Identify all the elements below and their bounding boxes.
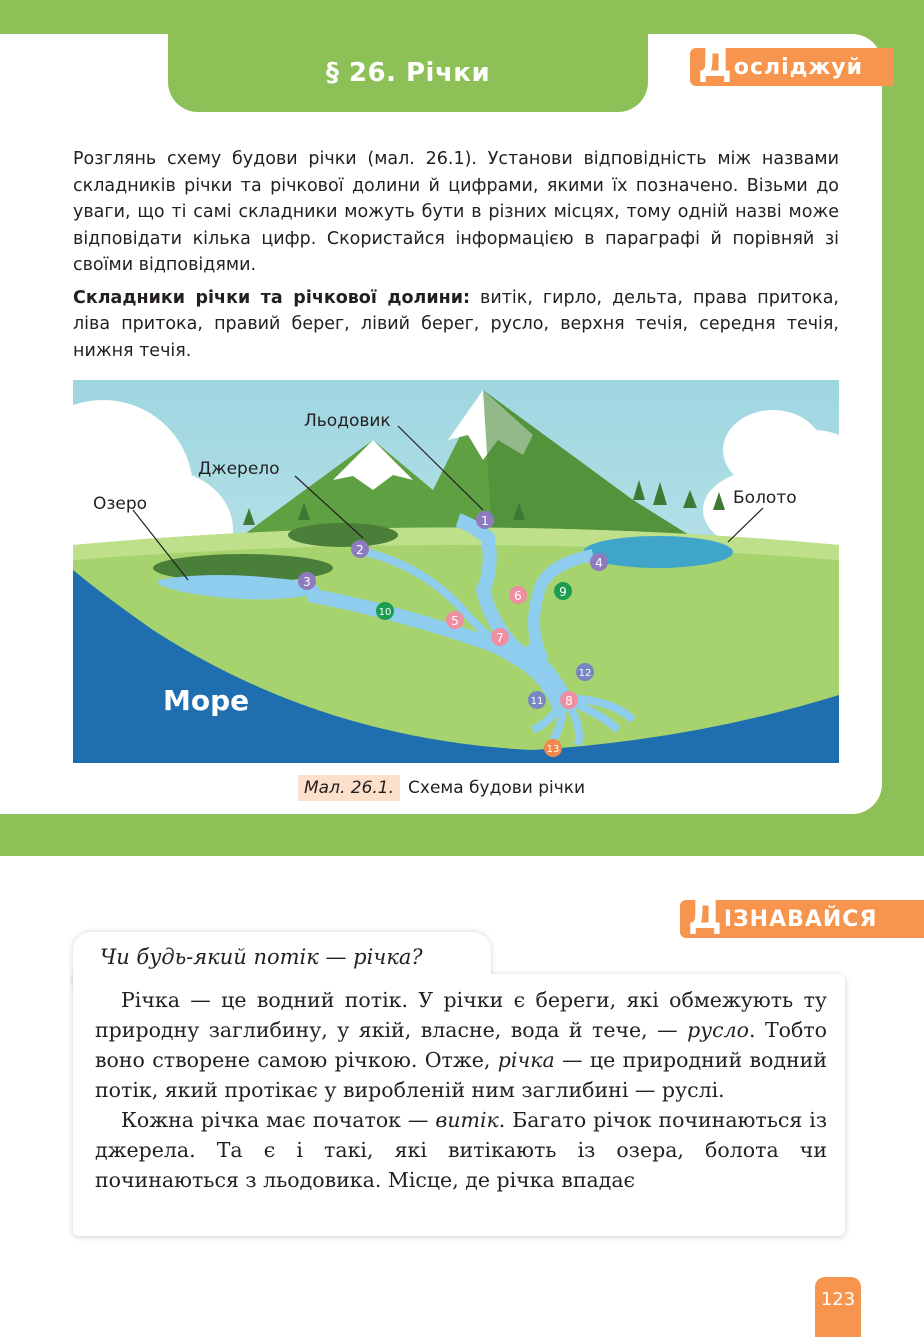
explore-badge-label: осліджуй [733, 54, 864, 80]
section-question: Чи будь-який потік — річка? [100, 945, 423, 969]
marker-1 [476, 511, 494, 529]
term-channel: русло [687, 1018, 749, 1042]
label-lake: Озеро [93, 494, 148, 514]
label-swamp: Болото [733, 488, 797, 508]
learn-badge [680, 893, 924, 938]
page-number: 123 [815, 1277, 861, 1337]
explore-badge-initial: Д [698, 41, 732, 85]
marker-2 [351, 540, 369, 558]
question-tab-join [73, 968, 491, 982]
svg-text:1: 1 [481, 514, 489, 528]
explore-task [73, 146, 839, 370]
marker-9 [554, 582, 572, 600]
svg-text:12: 12 [578, 668, 592, 679]
marker-12 [576, 663, 594, 681]
marker-8 [560, 691, 578, 709]
svg-text:11: 11 [530, 696, 544, 707]
explore-badge [690, 41, 894, 86]
svg-text:10: 10 [378, 607, 392, 618]
marker-11 [528, 691, 546, 709]
bushes-left [288, 523, 398, 547]
learn-badge-label: ІЗНАВАЙСЯ [723, 906, 878, 932]
components-label: Складники річки та річкової долини: [73, 287, 470, 308]
task-text: Розглянь схему будови річки (мал. 26.1). Установи відповідність між назвами складників річки та річкової долини й цифрами, якими їх позначено. Візьми до уваги, що ті самі складники можуть бути в різних місцях, тому одній назві може відповідати кілька цифр. Скористайся інформацією в параграфі й порівняй зі своїми відповідями. [73, 149, 839, 275]
components-paragraph [73, 285, 839, 365]
components-list: витік, гирло, дельта, права притока, ліва притока, правий берег, лівий берег, русло, верхня течія, середня течія, нижня течія. [73, 287, 839, 361]
label-glacier: Льодовик [304, 411, 391, 431]
svg-text:3: 3 [303, 575, 311, 589]
paragraph-1: Річка — це водний потік. У річки є береги, які обмежують ту природну заглибину, у якій, власне, вода й тече, — русло. Тобто воно створене самою річкою. Отже, річка — це природний водний потік, який протікає у виробленій ним заглибині — руслі. [95, 988, 828, 1102]
svg-text:7: 7 [496, 631, 504, 645]
marker-3 [298, 572, 316, 590]
paragraph-2: Кожна річка має початок — витік. Багато річок починаються із джерела. Та є і такі, які витікають із озера, болота чи починаються з льодовика. Місце, де річка впадає [95, 1108, 827, 1192]
svg-text:13: 13 [546, 744, 560, 755]
svg-text:9: 9 [559, 585, 567, 599]
svg-text:5: 5 [451, 614, 459, 628]
term-source: витік [435, 1108, 499, 1132]
marker-13 [544, 739, 562, 757]
svg-text:2: 2 [356, 543, 364, 557]
marker-7 [491, 628, 509, 646]
marker-10 [376, 602, 394, 620]
river-diagram [73, 380, 839, 763]
svg-text:4: 4 [595, 556, 603, 570]
svg-text:6: 6 [514, 589, 522, 603]
marker-5 [446, 611, 464, 629]
label-sea: Море [163, 684, 250, 717]
figure-caption [298, 775, 585, 801]
learn-badge-initial: Д [688, 893, 722, 937]
learn-body [95, 985, 827, 1195]
term-river: річка [497, 1048, 555, 1072]
marker-6 [509, 586, 527, 604]
river-diagram-svg [73, 380, 839, 763]
label-spring: Джерело [198, 459, 280, 479]
svg-text:8: 8 [565, 694, 573, 708]
marker-4 [590, 553, 608, 571]
figure-caption-label: Мал. 26.1. [298, 775, 400, 801]
figure-caption-text: Схема будови річки [408, 778, 586, 798]
page-title: § 26. Річки [325, 58, 491, 88]
